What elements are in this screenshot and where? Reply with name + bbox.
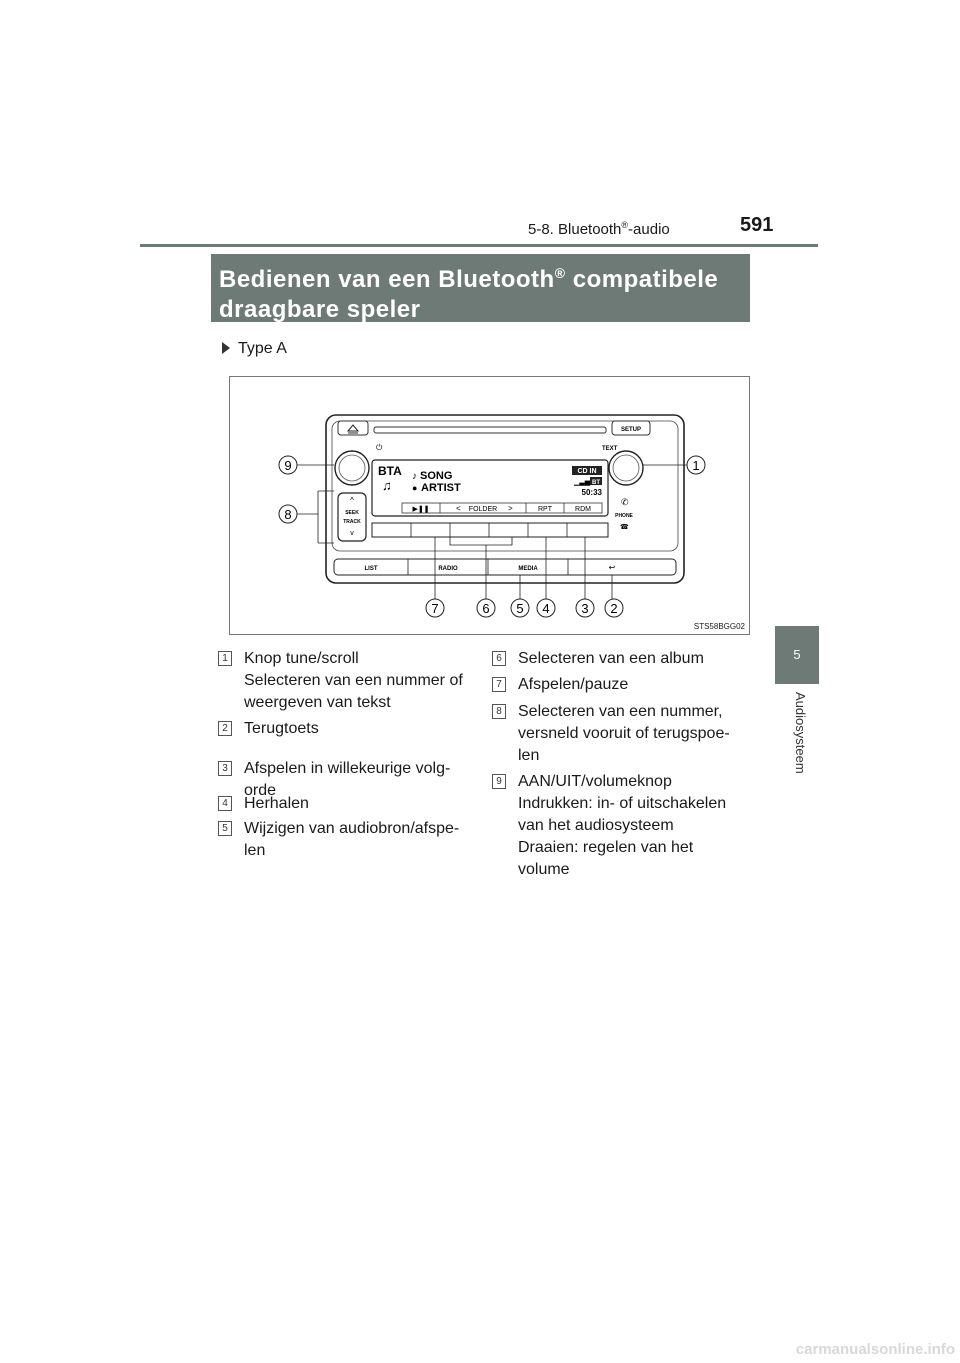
registered-mark: ®: [621, 220, 629, 230]
legend-item-1: [218, 648, 478, 714]
signal-icon: ▁▃▅: [574, 479, 591, 486]
music-note-icon: ♫: [382, 478, 392, 493]
legend-number: 1: [218, 651, 232, 666]
function-bar: [402, 503, 602, 513]
legend-item-5: [218, 818, 478, 862]
watermark-text: carmanualsonline.info: [795, 1341, 955, 1358]
header-rule: [140, 244, 818, 247]
callout-5: 5: [516, 601, 524, 616]
legend-text: AAN/UIT/volumeknop: [518, 773, 672, 790]
source-button-row: [334, 559, 676, 575]
person-icon: ●: [412, 483, 418, 493]
legend-text: Terugtoets: [244, 720, 319, 737]
footer-watermark: [0, 1340, 960, 1358]
legend-text: Selecteren van een nummer,: [518, 703, 723, 720]
setup-label: SETUP: [620, 427, 642, 433]
audio-panel-figure: [229, 376, 750, 635]
legend-number: 2: [218, 721, 232, 736]
legend-text: len: [518, 747, 540, 764]
text-label: TEXT: [602, 446, 618, 452]
phone-hangup-icon: ☎: [620, 524, 629, 531]
back-arrow-icon: ↩: [608, 563, 616, 572]
heading-line1-tail: compatibele: [565, 266, 719, 293]
legend-text: orde: [244, 782, 277, 799]
callout-7: 7: [431, 601, 439, 616]
figure-id: STS58BGG02: [693, 622, 745, 631]
bt-label: BT: [592, 480, 600, 486]
bta-label: BTA: [378, 464, 402, 478]
cd-slot: [374, 427, 606, 433]
type-text: Type A: [238, 340, 287, 357]
power-icon: ⏻: [376, 443, 383, 452]
phone-label: PHONE: [615, 513, 633, 519]
callout-2: 2: [610, 601, 618, 616]
page-number: 591: [740, 214, 774, 236]
heading-line2: draagbare speler: [219, 296, 421, 323]
legend-number: 7: [492, 677, 506, 692]
watermark-svg: [0, 1340, 960, 1358]
list-label: LIST: [364, 566, 378, 572]
time-label: 50:33: [581, 488, 602, 497]
volume-knob: [335, 451, 369, 485]
legend-text: Selecteren van een nummer of: [244, 672, 463, 689]
chevron-down-icon: v: [350, 530, 354, 537]
folder-next-icon: >: [508, 504, 513, 513]
legend-text: Afspelen/pauze: [518, 676, 629, 693]
legend-text: Indrukken: in- of uitschakelen: [518, 795, 727, 812]
chapter-label: Audiosysteem: [793, 692, 808, 774]
phone-pickup-icon: ✆: [621, 497, 629, 507]
section-name-tail: -audio: [628, 221, 670, 238]
legend-text: volume: [518, 861, 570, 878]
legend-text: van het audiosysteem: [518, 817, 674, 834]
callout-6: 6: [482, 601, 490, 616]
legend-text: Afspelen in willekeurige volg-: [244, 760, 451, 777]
artist-label: ARTIST: [421, 482, 461, 494]
heading-line1: Bedienen van een Bluetooth: [219, 266, 555, 293]
audio-panel-drawing: [230, 377, 751, 636]
legend-item-2: [218, 718, 478, 740]
legend-text: len: [244, 842, 266, 859]
track-label: TRACK: [343, 519, 361, 525]
callout-4: 4: [542, 601, 550, 616]
folder-label: FOLDER: [468, 506, 498, 513]
chapter-tab: 5: [775, 626, 819, 684]
section-title: [528, 220, 670, 238]
seek-label: SEEK: [345, 510, 359, 516]
legend-number: 9: [492, 774, 506, 789]
legend-text: Herhalen: [244, 795, 309, 812]
preset-row: [372, 523, 608, 537]
chevron-up-icon: ^: [350, 496, 354, 505]
legend-number: 6: [492, 651, 506, 666]
legend-item-6: [492, 648, 752, 670]
rdm-label: RDM: [575, 506, 591, 513]
folder-prev-icon: <: [456, 504, 461, 513]
note-icon: ♪: [412, 471, 417, 482]
legend-number: 4: [218, 796, 232, 811]
legend-number: 5: [218, 821, 232, 836]
legend-number: 3: [218, 761, 232, 776]
legend-item-8: [492, 701, 752, 767]
legend-text: Draaien: regelen van het: [518, 839, 694, 856]
rpt-label: RPT: [538, 506, 552, 513]
callout-8: 8: [284, 507, 292, 522]
legend-text: versneld vooruit of terugspoe-: [518, 725, 730, 742]
tune-knob: [609, 451, 643, 485]
radio-label: RADIO: [438, 566, 458, 572]
triangle-bullet-icon: [222, 342, 230, 354]
cd-in-label: CD IN: [577, 468, 597, 475]
type-label: [222, 340, 287, 358]
legend-text: Selecteren van een album: [518, 650, 704, 667]
callout-9: 9: [284, 458, 292, 473]
media-label: MEDIA: [518, 566, 538, 572]
legend-number: 8: [492, 704, 506, 719]
page-heading: [211, 254, 750, 322]
legend-item-4: [218, 793, 478, 815]
legend-item-9: [492, 771, 752, 881]
callout-3: 3: [581, 601, 589, 616]
song-label: SONG: [420, 470, 453, 482]
legend-item-7: [492, 674, 752, 696]
legend-text: Wijzigen van audiobron/afspe-: [244, 820, 460, 837]
callout-1: 1: [692, 458, 700, 473]
section-name: 5-8. Bluetooth: [528, 221, 622, 238]
legend-text: Knop tune/scroll: [244, 650, 359, 667]
play-pause-label: ▶❚❚: [412, 506, 430, 513]
heading-reg: ®: [554, 265, 566, 281]
legend-text: weergeven van tekst: [244, 694, 391, 711]
